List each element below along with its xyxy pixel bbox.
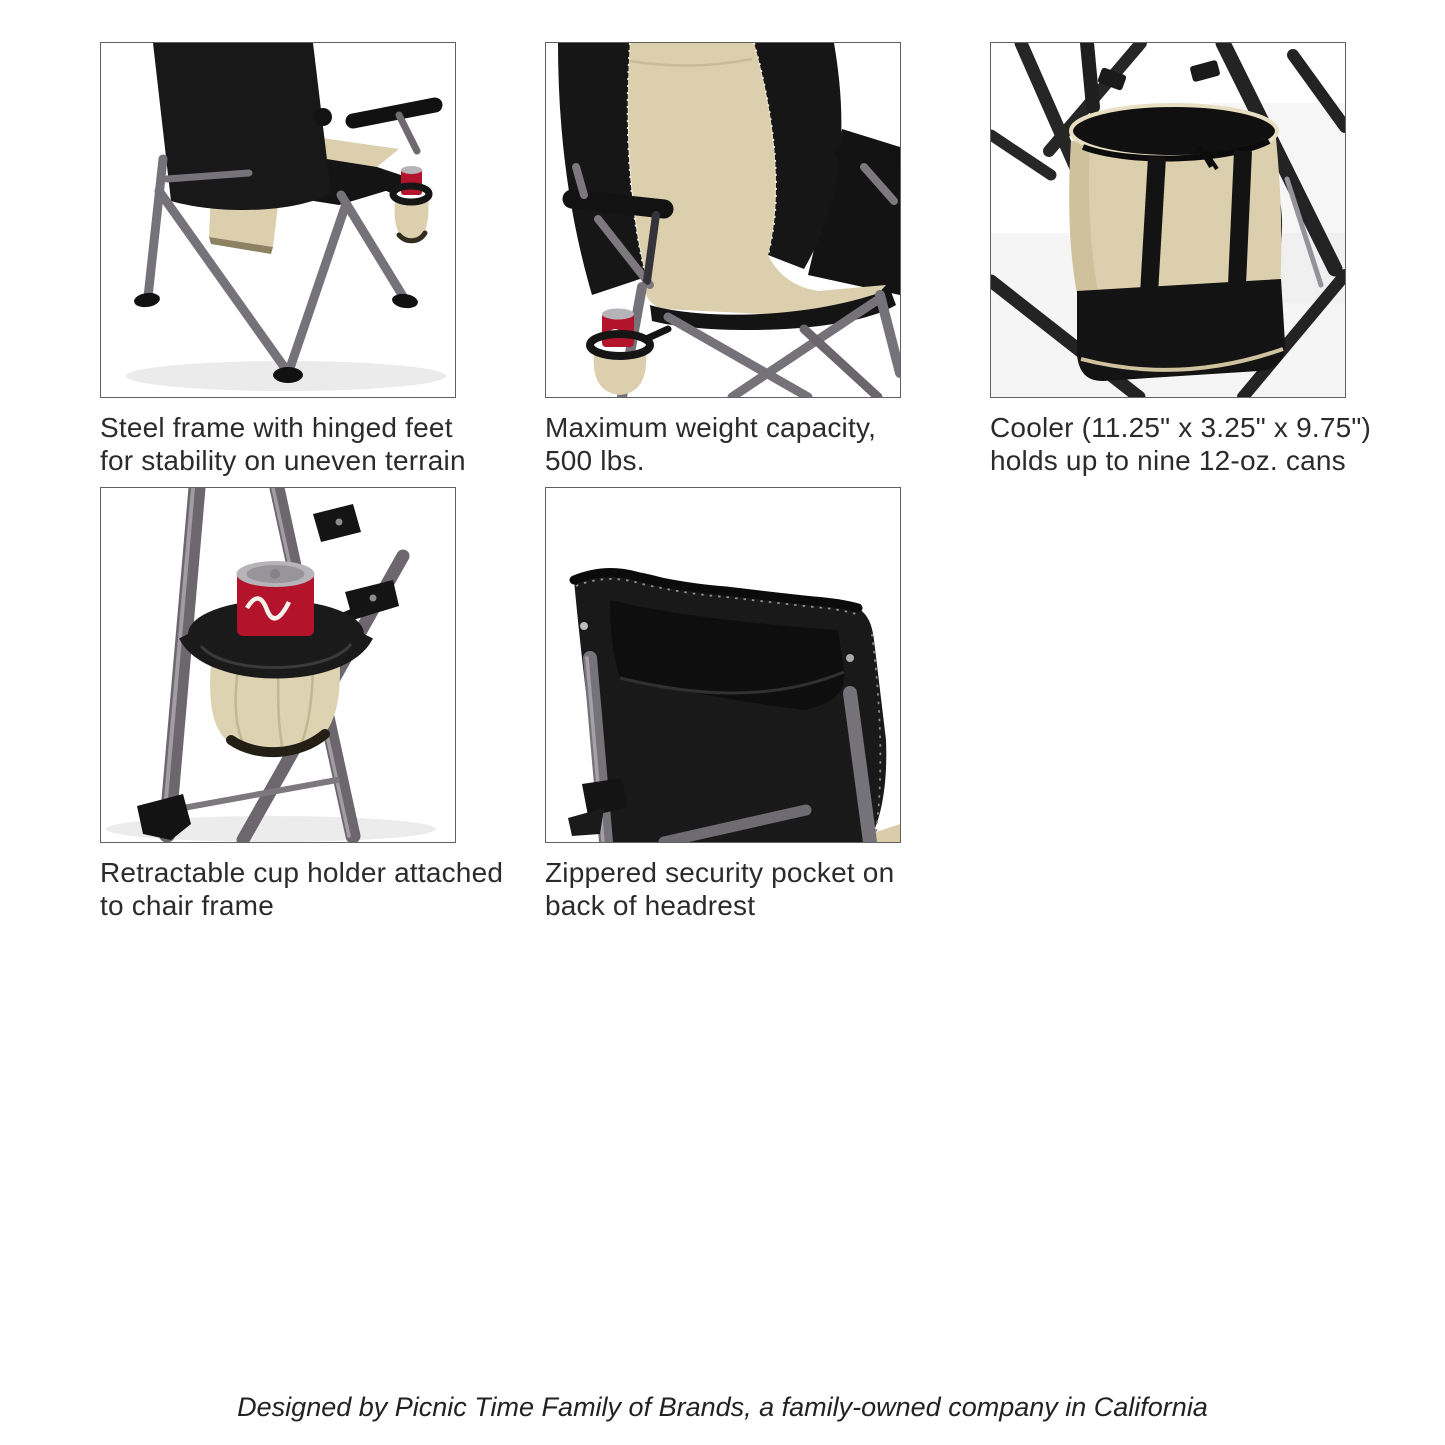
backrest-panel xyxy=(153,43,331,210)
caption-line: to chair frame xyxy=(100,890,274,921)
headrest-pocket-photo xyxy=(545,487,901,843)
headrest-pocket-illustration xyxy=(546,488,900,842)
caption-line: 500 lbs. xyxy=(545,445,645,476)
cup-holder-photo xyxy=(100,487,456,843)
feature-card-steel-frame xyxy=(100,42,570,477)
cooler-bag-photo xyxy=(990,42,1346,398)
cooler-bag-illustration xyxy=(991,43,1345,397)
caption-line: Zippered security pocket on xyxy=(545,857,895,888)
cooler-lid xyxy=(1071,105,1277,158)
feature-caption-headrest-pocket xyxy=(545,856,1015,922)
caption-line: Retractable cup holder attached xyxy=(100,857,504,888)
cup-holder-illustration xyxy=(101,488,455,842)
feature-card-cup-holder xyxy=(100,487,570,922)
chair-back-view-photo xyxy=(100,42,456,398)
feature-caption-cooler xyxy=(990,411,1445,477)
caption-line: Cooler (11.25" x 3.25" x 9.75") xyxy=(990,412,1372,443)
feature-caption-cup-holder xyxy=(100,856,570,922)
chair-back-view-illustration xyxy=(101,43,455,397)
feature-card-cooler xyxy=(990,42,1445,477)
feature-card-headrest-pocket xyxy=(545,487,1015,922)
caption-line: Maximum weight capacity, xyxy=(545,412,877,443)
feature-card-weight-capacity xyxy=(545,42,1015,477)
feature-caption-steel-frame xyxy=(100,411,570,477)
caption-line: back of headrest xyxy=(545,890,756,921)
feature-caption-weight-capacity xyxy=(545,411,1015,477)
caption-line: for stability on uneven terrain xyxy=(100,445,466,476)
chair-front-view-photo xyxy=(545,42,901,398)
caption-line: Steel frame with hinged feet xyxy=(100,412,453,443)
designer-credit-text: Designed by Picnic Time Family of Brands, a family-owned company in California xyxy=(237,1392,1208,1422)
cooler-bottom-band xyxy=(1077,279,1285,381)
caption-line: holds up to nine 12-oz. cans xyxy=(990,445,1346,476)
chair-front-view-illustration xyxy=(546,43,900,397)
